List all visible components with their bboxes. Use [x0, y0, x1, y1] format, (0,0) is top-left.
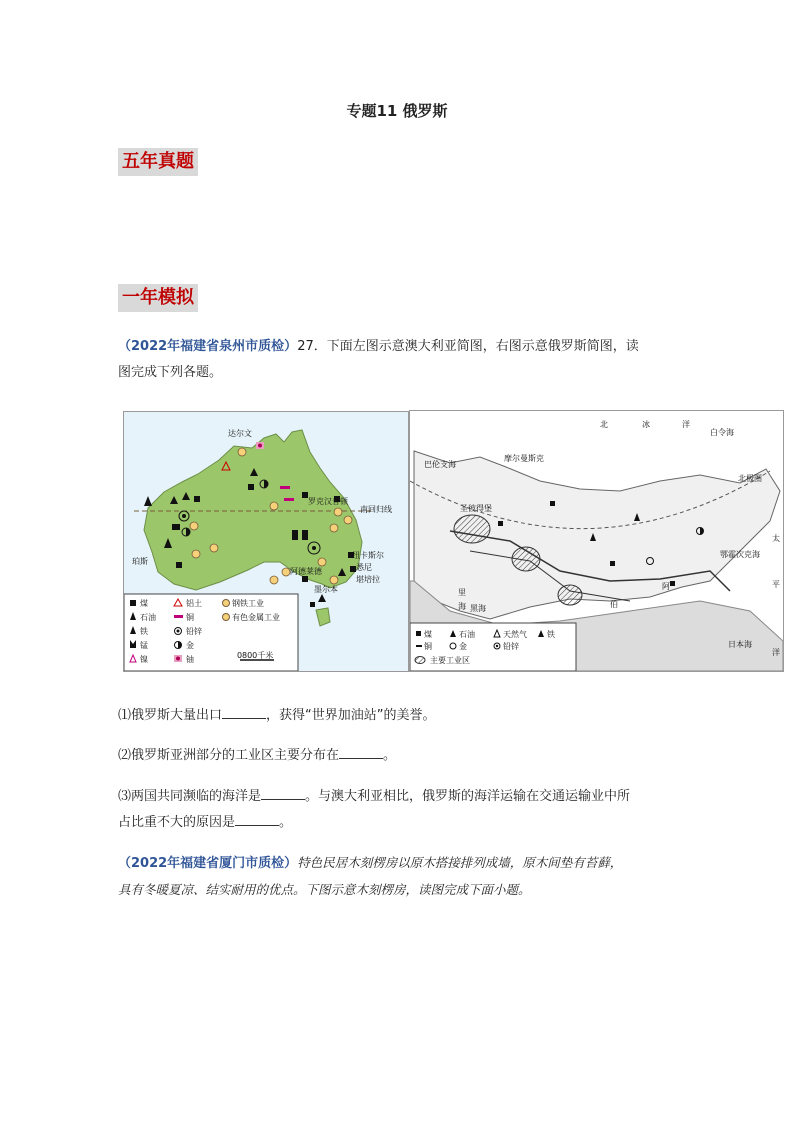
- legend-nonferrous: 有色金属工业: [232, 613, 280, 622]
- question-28-source: （2022年福建省厦门市质检）: [118, 856, 298, 871]
- australia-map: [123, 411, 409, 672]
- label-arctic-circle: 北极圈: [738, 474, 762, 483]
- legend-r-gas: 天然气: [503, 630, 527, 639]
- answer-blank-4[interactable]: [235, 811, 279, 826]
- sub3-text-b: 。与澳大利亚相比，俄罗斯的海洋运输在交通运输业中所: [305, 789, 631, 804]
- russia-map-svg: [410, 411, 783, 671]
- legend-copper: 铜: [186, 613, 194, 622]
- legend-bauxite: 铝土: [186, 599, 202, 608]
- label-tropic: 南回归线: [360, 505, 392, 514]
- question-28-text-1: 特色民居木刻楞房以原木搭接排列成墙，原木间垫有苔藓，: [297, 855, 623, 870]
- legend-r-copper: 铜: [424, 642, 432, 651]
- scale-label: 800千米: [242, 651, 274, 660]
- australia-map-svg: [124, 412, 408, 671]
- russia-map: [409, 410, 784, 672]
- label-bei: 北: [600, 420, 608, 429]
- legend-uranium: 铀: [186, 655, 194, 664]
- legend-r-iron: 铁: [547, 630, 555, 639]
- label-murmansk: 摩尔曼斯克: [504, 454, 544, 463]
- question-text-2: 图完成下列各题。: [118, 365, 223, 380]
- legend-iron: 铁: [140, 627, 148, 636]
- label-ping: 平: [772, 580, 780, 589]
- sub2-text-b: 。: [383, 748, 397, 763]
- label-li: 里: [458, 588, 466, 597]
- legend-r-oil: 石油: [459, 630, 475, 639]
- sub1-text-b: ，获得“世界加油站”的美誉。: [266, 708, 436, 723]
- label-melbourne: 墨尔本: [314, 585, 338, 594]
- section-five-year: 五年真题: [118, 148, 198, 176]
- sub-question-2: [118, 743, 396, 769]
- question-28-intro: [118, 850, 688, 904]
- legend-r-coal: 煤: [424, 630, 432, 639]
- scale-zero: 0: [237, 651, 243, 660]
- label-yang2: 洋: [772, 648, 780, 657]
- sub-question-3: [118, 784, 678, 836]
- legend-oil: 石油: [140, 613, 156, 622]
- page-title: 专题11 俄罗斯: [346, 102, 448, 120]
- sub3-text-c: 占比重不大的原因是: [118, 815, 236, 830]
- label-japan-sea: 日本海: [728, 640, 752, 649]
- label-bering: 白令海: [710, 428, 734, 437]
- label-bing: 冰: [642, 420, 650, 429]
- label-canberra: 堪培拉: [356, 575, 380, 584]
- question-28-text-2: 具有冬暖夏凉、结实耐用的优点。下图示意木刻楞房，读图完成下面小题。: [118, 882, 531, 897]
- sub-question-1: [118, 703, 436, 729]
- label-st-petersburg: 圣彼得堡: [460, 504, 492, 513]
- question-27-intro: [118, 334, 678, 386]
- legend-steel: 钢铁工业: [232, 599, 264, 608]
- question-source: （2022年福建省泉州市质检）: [118, 339, 298, 354]
- sub3-text-d: 。: [279, 815, 293, 830]
- legend-nickel: 镍: [140, 655, 148, 664]
- legend-gold: 金: [186, 641, 194, 650]
- legend-r-leadzinc: 铅锌: [503, 642, 519, 651]
- label-sydney: 悉尼: [356, 563, 372, 572]
- legend-r-gold: 金: [459, 642, 467, 651]
- sub1-text-a: ⑴俄罗斯大量出口: [118, 708, 223, 723]
- legend-manganese: 锰: [140, 641, 148, 650]
- answer-blank-2[interactable]: [339, 744, 383, 759]
- label-tai: 太: [772, 534, 780, 543]
- question-text: 27．下面左图示意澳大利亚简图，右图示意俄罗斯简图，读: [297, 339, 639, 354]
- label-newcastle: 纽卡斯尔: [352, 551, 384, 560]
- label-rockhampton: 罗克汉普顿: [308, 497, 348, 506]
- answer-blank-3[interactable]: [261, 785, 305, 800]
- label-okhotsk: 鄂霍次克海: [720, 550, 760, 559]
- label-bo: 伯: [610, 600, 618, 609]
- sub2-text-a: ⑵俄罗斯亚洲部分的工业区主要分布在: [118, 748, 340, 763]
- label-hai: 海: [458, 602, 466, 611]
- answer-blank-1[interactable]: [222, 704, 266, 719]
- legend-coal: 煤: [140, 599, 148, 608]
- label-darwin: 达尔文: [228, 429, 252, 438]
- label-adelaide: 阿德莱德: [290, 567, 322, 576]
- legend-r-industry: 主要工业区: [430, 656, 470, 665]
- label-perth: 珀斯: [132, 557, 148, 566]
- section-one-year: 一年模拟: [118, 284, 198, 312]
- legend-leadzinc: 铅锌: [186, 627, 202, 636]
- sub3-text-a: ⑶两国共同濒临的海洋是: [118, 789, 262, 804]
- label-yang: 洋: [682, 420, 690, 429]
- label-a: 阿: [662, 582, 670, 591]
- label-black-sea: 黑海: [470, 604, 486, 613]
- label-barents: 巴伦支海: [424, 460, 456, 469]
